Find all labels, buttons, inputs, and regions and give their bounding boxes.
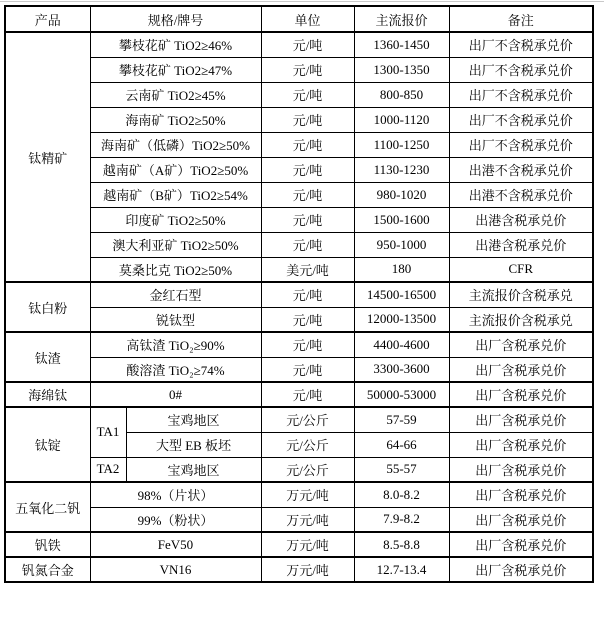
note-cell: 出厂不含税承兑价 (449, 32, 593, 57)
price-cell: 180 (354, 257, 449, 282)
table-row (5, 182, 593, 207)
note-cell: 出港不含税承兑价 (449, 157, 593, 182)
table-row (5, 32, 593, 57)
note-cell: 出厂含税承兑价 (449, 457, 593, 482)
spec-cell: 海南矿 TiO2≥50% (90, 107, 261, 132)
table-row (5, 382, 593, 407)
note-cell: 出厂不含税承兑价 (449, 107, 593, 132)
price-cell: 12.7-13.4 (354, 557, 449, 582)
note-cell: 出港含税承兑价 (449, 207, 593, 232)
note-cell: CFR (449, 257, 593, 282)
price-cell: 3300-3600 (354, 357, 449, 382)
unit-cell: 元/吨 (261, 232, 354, 257)
price-cell: 57-59 (354, 407, 449, 432)
note-cell: 出厂含税承兑价 (449, 507, 593, 532)
spec-cell: 云南矿 TiO2≥45% (90, 82, 261, 107)
unit-cell: 万元/吨 (261, 532, 354, 557)
spec-cell: 酸溶渣 TiO₂≥74% (90, 357, 261, 382)
note-cell: 出厂含税承兑价 (449, 407, 593, 432)
spec-cell: 越南矿（B矿）TiO2≥54% (90, 182, 261, 207)
product-cell: 钛白粉 (5, 282, 90, 332)
spec-cell: 澳大利亚矿 TiO2≥50% (90, 232, 261, 257)
table-row (5, 132, 593, 157)
price-cell: 1360-1450 (354, 32, 449, 57)
spec-cell: 攀枝花矿 TiO2≥47% (90, 57, 261, 82)
note-cell: 出厂含税承兑价 (449, 482, 593, 507)
note-cell: 出厂含税承兑价 (449, 557, 593, 582)
price-cell: 1100-1250 (354, 132, 449, 157)
unit-cell: 元/吨 (261, 207, 354, 232)
price-cell: 50000-53000 (354, 382, 449, 407)
unit-cell: 元/公斤 (261, 457, 354, 482)
note-cell: 出厂含税承兑价 (449, 532, 593, 557)
unit-cell: 元/吨 (261, 357, 354, 382)
note-cell: 出厂不含税承兑价 (449, 132, 593, 157)
product-cell: 五氧化二钒 (5, 482, 90, 532)
spec-cell: 莫桑比克 TiO2≥50% (90, 257, 261, 282)
unit-cell: 美元/吨 (261, 257, 354, 282)
unit-cell: 元/吨 (261, 182, 354, 207)
price-table-body (5, 32, 593, 582)
unit-cell: 元/吨 (261, 382, 354, 407)
unit-cell: 元/吨 (261, 82, 354, 107)
grade-cell: TA1 (90, 407, 126, 457)
product-cell: 钛锭 (5, 407, 90, 482)
price-cell: 950-1000 (354, 232, 449, 257)
note-cell: 出港含税承兑价 (449, 232, 593, 257)
price-cell: 12000-13500 (354, 307, 449, 332)
price-cell: 1300-1350 (354, 57, 449, 82)
price-cell: 55-57 (354, 457, 449, 482)
note-cell: 出港不含税承兑价 (449, 182, 593, 207)
spec-cell: 99%（粉状） (90, 507, 261, 532)
note-cell: 主流报价含税承兑 (449, 307, 593, 332)
price-cell: 7.9-8.2 (354, 507, 449, 532)
spec-cell: 宝鸡地区 (126, 457, 261, 482)
unit-cell: 元/吨 (261, 107, 354, 132)
table-row (5, 207, 593, 232)
note-cell: 出厂不含税承兑价 (449, 57, 593, 82)
table-row (5, 332, 593, 357)
unit-cell: 元/吨 (261, 307, 354, 332)
note-cell: 主流报价含税承兑 (449, 282, 593, 307)
table-row (5, 157, 593, 182)
header-row (5, 6, 593, 32)
note-cell: 出厂含税承兑价 (449, 357, 593, 382)
table-row (5, 282, 593, 307)
unit-cell: 元/吨 (261, 332, 354, 357)
price-cell: 980-1020 (354, 182, 449, 207)
table-header (5, 6, 593, 32)
unit-cell: 万元/吨 (261, 557, 354, 582)
table-row (5, 407, 593, 432)
table-row (5, 57, 593, 82)
table-row (5, 557, 593, 582)
header-spec: 规格/牌号 (90, 6, 261, 32)
spec-cell: 高钛渣 TiO₂≥90% (90, 332, 261, 357)
spec-cell: VN16 (90, 557, 261, 582)
price-cell: 8.0-8.2 (354, 482, 449, 507)
spec-cell: 0# (90, 382, 261, 407)
note-cell: 出厂含税承兑价 (449, 432, 593, 457)
spec-cell: 大型 EB 板坯 (126, 432, 261, 457)
unit-cell: 元/公斤 (261, 407, 354, 432)
table-row (5, 357, 593, 382)
unit-cell: 元/吨 (261, 57, 354, 82)
header-product: 产品 (5, 6, 90, 32)
unit-cell: 元/吨 (261, 282, 354, 307)
product-cell: 钛精矿 (5, 32, 90, 282)
price-cell: 4400-4600 (354, 332, 449, 357)
spec-cell: 海南矿（低磷）TiO2≥50% (90, 132, 261, 157)
unit-cell: 元/吨 (261, 32, 354, 57)
table-row (5, 307, 593, 332)
table-row (5, 107, 593, 132)
unit-cell: 万元/吨 (261, 507, 354, 532)
table-row (5, 82, 593, 107)
table-row (5, 532, 593, 557)
spec-cell: 印度矿 TiO2≥50% (90, 207, 261, 232)
table-row (5, 457, 593, 482)
spec-cell: 锐钛型 (90, 307, 261, 332)
spec-cell: 98%（片状） (90, 482, 261, 507)
price-cell: 1130-1230 (354, 157, 449, 182)
note-cell: 出厂不含税承兑价 (449, 82, 593, 107)
grade-cell: TA2 (90, 457, 126, 482)
product-cell: 钛渣 (5, 332, 90, 382)
note-cell: 出厂含税承兑价 (449, 332, 593, 357)
spec-cell: 宝鸡地区 (126, 407, 261, 432)
table-row (5, 507, 593, 532)
header-price: 主流报价 (354, 6, 449, 32)
unit-cell: 元/吨 (261, 157, 354, 182)
header-note: 备注 (449, 6, 593, 32)
price-cell: 14500-16500 (354, 282, 449, 307)
spec-cell: 金红石型 (90, 282, 261, 307)
product-cell: 钒氮合金 (5, 557, 90, 582)
price-cell: 8.5-8.8 (354, 532, 449, 557)
product-cell: 海绵钛 (5, 382, 90, 407)
table-row (5, 482, 593, 507)
unit-cell: 元/公斤 (261, 432, 354, 457)
price-cell: 1500-1600 (354, 207, 449, 232)
price-cell: 64-66 (354, 432, 449, 457)
table-row (5, 232, 593, 257)
table-row (5, 257, 593, 282)
spec-cell: 越南矿（A矿）TiO2≥50% (90, 157, 261, 182)
spec-cell: 攀枝花矿 TiO2≥46% (90, 32, 261, 57)
price-table (4, 5, 594, 583)
page-top-divider (0, 1, 604, 2)
spec-cell: FeV50 (90, 532, 261, 557)
unit-cell: 万元/吨 (261, 482, 354, 507)
product-cell: 钒铁 (5, 532, 90, 557)
note-cell: 出厂含税承兑价 (449, 382, 593, 407)
header-unit: 单位 (261, 6, 354, 32)
unit-cell: 元/吨 (261, 132, 354, 157)
price-cell: 800-850 (354, 82, 449, 107)
price-cell: 1000-1120 (354, 107, 449, 132)
